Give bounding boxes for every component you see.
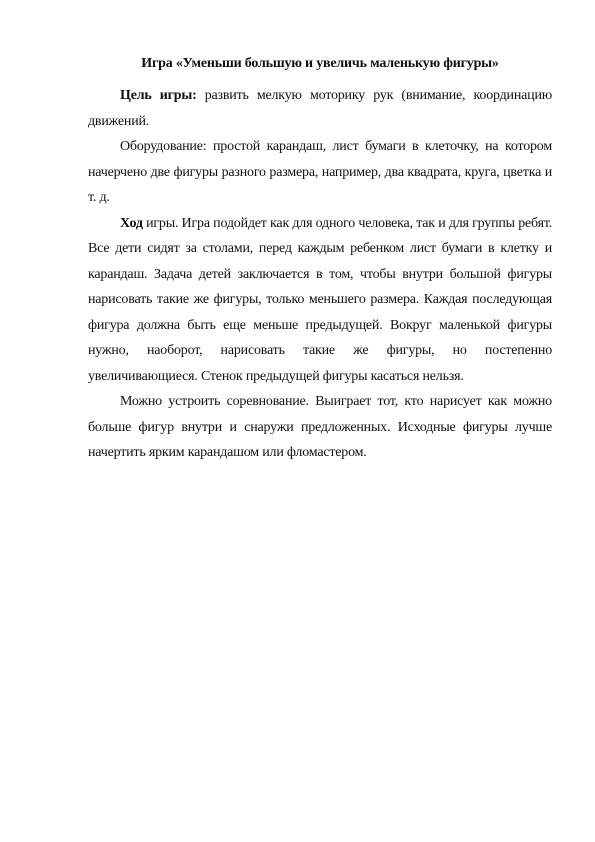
paragraph-goal-text: развить мелкую моторику рук (внимание, координацию движений.: [88, 88, 552, 129]
paragraph-competition-text: Можно устроить соревнование. Выиграет тот, кто нарисует как можно больше фигур внутри и снаружи предложенных. Исходные фигуры лучше начертить ярким карандашом или фломастером.: [88, 394, 552, 460]
paragraph-game-process: [88, 211, 552, 390]
document-body: [88, 54, 552, 466]
document-title: Игра «Уменьши большую и увеличь маленькую фигуры»: [141, 56, 499, 71]
paragraph-competition: [88, 389, 552, 466]
paragraph-equipment: [88, 134, 552, 211]
paragraph-goal: [88, 83, 552, 134]
paragraph-game-process-text: игры. Игра подойдет как для одного человека, так и для группы ребят. Все дети сидят за столами, перед каждым ребенком лист бумаги в клетку и карандаш. Задача детей заключается в том, чтобы внутри большой фигуры нарисовать такие же фигуры, только меньшего размера. Каждая последующая фигура должна быть еще меньше предыдущей. Вокруг маленькой фигуры нужно, наоборот, нарисовать такие же фигуры, но постепенно увеличивающиеся. Стенок предыдущей фигуры касаться нельзя.: [88, 215, 552, 384]
paragraph-equipment-text: Оборудование: простой карандаш, лист бумаги в клеточку, на котором начерчено две фигуры разного размера, например, два квадрата, круга, цветка и т. д.: [88, 139, 552, 205]
paragraph-goal-lead: Цель игры:: [120, 88, 197, 103]
paragraph-game-process-lead: Ход: [120, 215, 143, 231]
